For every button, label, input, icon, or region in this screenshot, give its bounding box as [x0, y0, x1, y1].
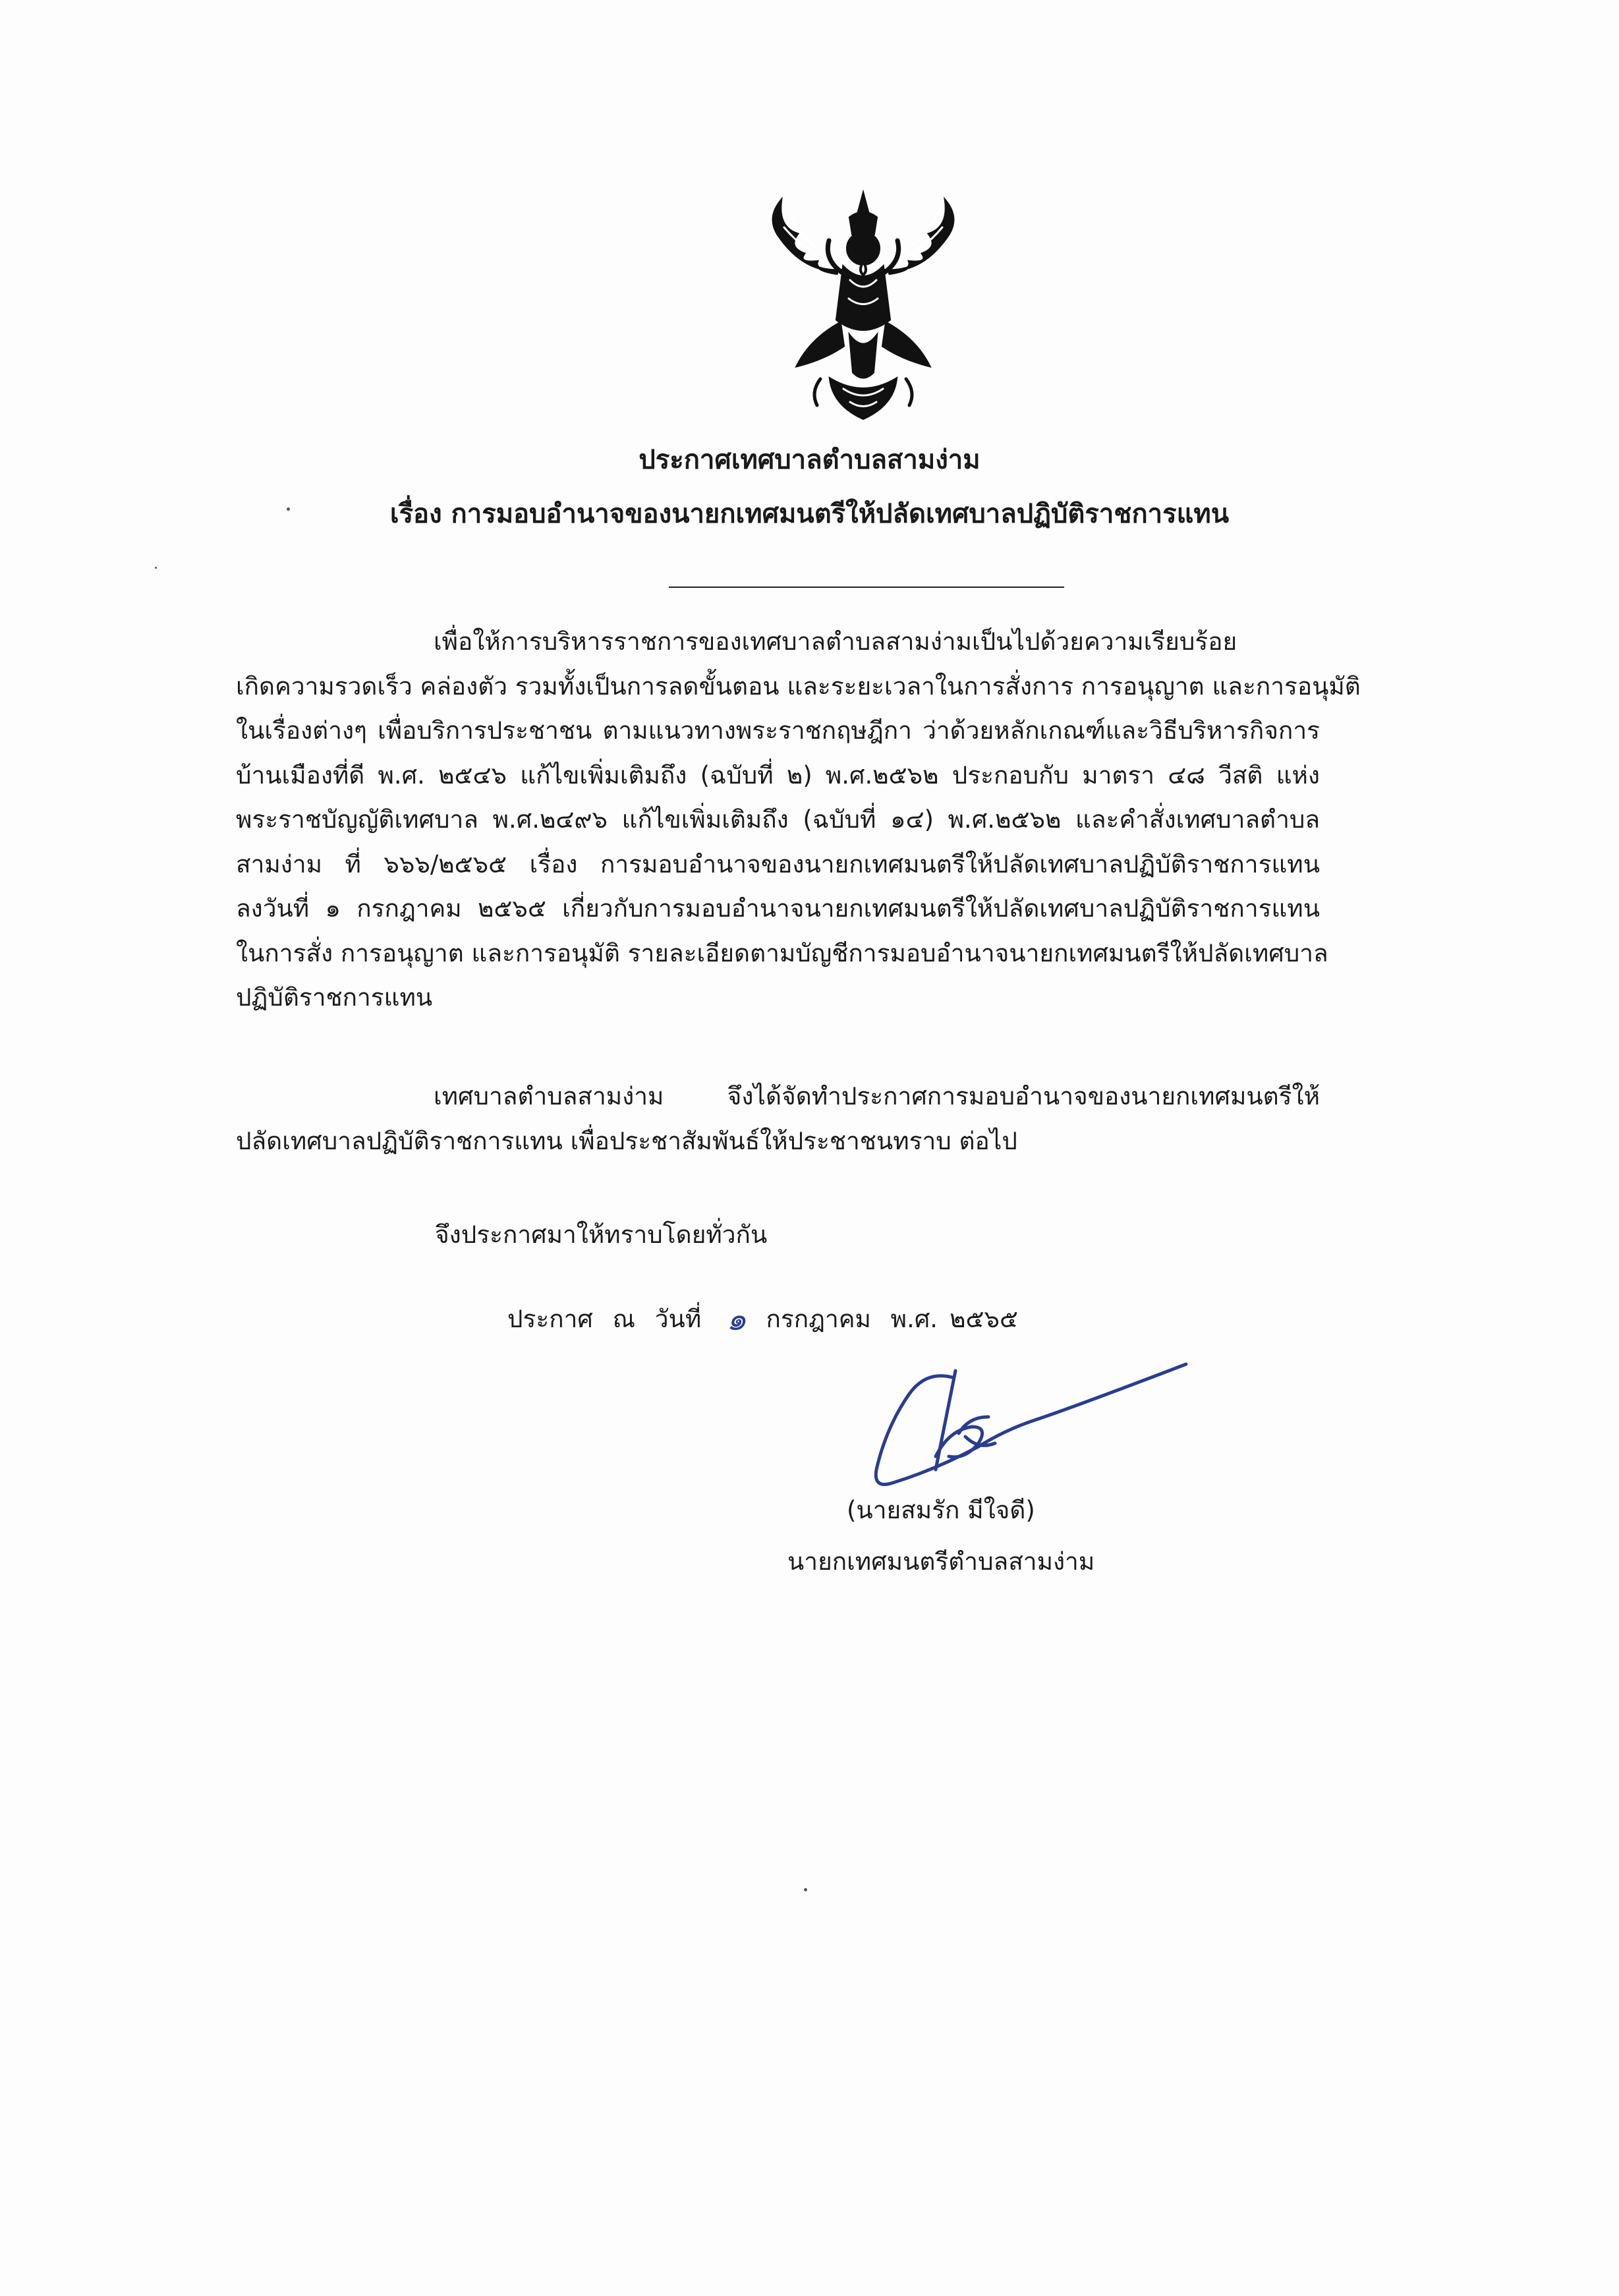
scan-speck — [155, 567, 157, 569]
paragraph-line: ปลัดเทศบาลปฏิบัติราชการแทน เพื่อประชาสัมพันธ์ให้ประชาชนทราบ ต่อไป — [236, 1126, 1017, 1155]
paragraph-line: เกิดความรวดเร็ว คล่องตัว รวมทั้งเป็นการลดขั้นตอน และระยะเวลาในการสั่งการ การอนุญาต และการอนุมัติ — [236, 672, 1361, 701]
closing-statement: จึงประกาศมาให้ทราบโดยทั่วกัน — [435, 1220, 768, 1249]
announcement-date — [507, 1295, 1030, 1341]
paragraph-line: สามง่าม ที่ ๖๖๖/๒๕๖๕ เรื่อง การมอบอำนาจของนายกเทศมนตรีให้ปลัดเทศบาลปฏิบัติราชการแทน — [236, 849, 1320, 878]
paragraph-line: พระราชบัญญัติเทศบาล พ.ศ.๒๔๙๖ แก้ไขเพิ่มเติมถึง (ฉบับที่ ๑๔) พ.ศ.๒๕๖๒ และคำสั่งเทศบาลตำบล — [236, 805, 1320, 834]
scan-speck — [287, 507, 290, 511]
date-prefix: ประกาศ — [507, 1305, 593, 1333]
paragraph-line: ในเรื่องต่างๆ เพื่อบริการประชาชน ตามแนวทางพระราชกฤษฎีกา ว่าด้วยหลักเกณฑ์และวิธีบริหารกิจการ — [236, 716, 1320, 745]
paragraph-line: ปฏิบัติราชการแทน — [236, 983, 433, 1012]
date-at: ณ — [612, 1305, 635, 1333]
date-day-label: วันที่ — [654, 1305, 702, 1333]
date-year: ๒๕๖๕ — [950, 1305, 1018, 1333]
signer-position: นายกเทศมนตรีตำบลสามง่าม — [787, 1547, 1095, 1576]
date-day-handwritten: ๑ — [726, 1301, 747, 1338]
announcement-subject: เรื่อง การมอบอำนาจของนายกเทศมนตรีให้ปลัดเทศบาลปฏิบัติราชการแทน — [389, 499, 1230, 529]
heading-divider — [669, 587, 1064, 588]
body-paragraph-2 — [236, 1074, 1320, 1163]
handwritten-signature — [837, 1358, 1193, 1503]
paragraph-line: เพื่อให้การบริหารราชการของเทศบาลตำบลสามง่ามเป็นไปด้วยความเรียบร้อย — [434, 627, 1237, 656]
date-month: กรกฎาคม — [766, 1305, 871, 1333]
paragraph-line: เทศบาลตำบลสามง่าม จึงได้จัดทำประกาศการมอบอำนาจของนายกเทศมนตรีให้ — [434, 1082, 1320, 1110]
announcement-title: ประกาศเทศบาลตำบลสามง่าม — [639, 445, 980, 475]
paragraph-line: ลงวันที่ ๑ กรกฎาคม ๒๕๖๕ เกี่ยวกับการมอบอำนาจนายกเทศมนตรีให้ปลัดเทศบาลปฏิบัติราชการแทน — [236, 894, 1320, 923]
body-paragraph-1 — [236, 619, 1361, 1020]
scan-speck — [804, 1888, 807, 1891]
signer-name: (นายสมรัก มีใจดี) — [847, 1496, 1035, 1524]
garuda-emblem-icon — [751, 188, 975, 432]
date-era: พ.ศ. — [890, 1305, 938, 1333]
paragraph-line: ในการสั่ง การอนุญาต และการอนุมัติ รายละเอียดตามบัญชีการมอบอำนาจนายกเทศมนตรีให้ปลัดเทศบาล — [236, 938, 1328, 967]
paragraph-line: บ้านเมืองที่ดี พ.ศ. ๒๕๔๖ แก้ไขเพิ่มเติมถึง (ฉบับที่ ๒) พ.ศ.๒๕๖๒ ประกอบกับ มาตรา ๔๘ วีสติ แห่ง — [236, 761, 1320, 789]
